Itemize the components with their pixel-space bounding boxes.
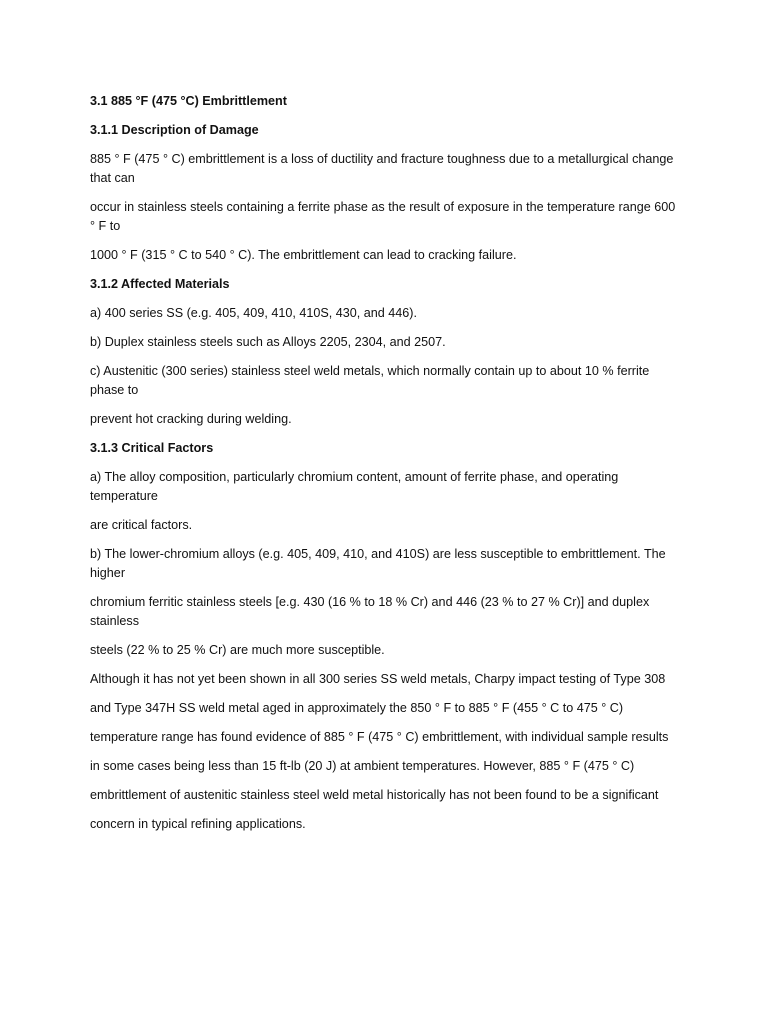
subsection-heading-materials: 3.1.2 Affected Materials	[90, 277, 230, 291]
paragraph: steels (22 % to 25 % Cr) are much more susceptible.	[90, 643, 385, 657]
paragraph: 885 ° F (475 ° C) embrittlement is a loss of ductility and fracture toughness due to a metallurgical change that can	[90, 152, 674, 185]
section-heading: 3.1 885 °F (475 °C) Embrittlement	[90, 94, 287, 108]
paragraph: in some cases being less than 15 ft-lb (20 J) at ambient temperatures. However, 885 ° F (475 ° C)	[90, 759, 635, 773]
subsection-heading-factors: 3.1.3 Critical Factors	[90, 441, 214, 455]
paragraph: concern in typical refining applications.	[90, 817, 306, 831]
document-page	[90, 92, 680, 844]
paragraph: and Type 347H SS weld metal aged in approximately the 850 ° F to 885 ° F (455 ° C to 475 ° C)	[90, 701, 624, 715]
paragraph: prevent hot cracking during welding.	[90, 412, 292, 426]
paragraph: 1000 ° F (315 ° C to 540 ° C). The embrittlement can lead to cracking failure.	[90, 248, 517, 262]
paragraph: Although it has not yet been shown in all 300 series SS weld metals, Charpy impact testing of Type 308	[90, 672, 666, 686]
list-item: a) 400 series SS (e.g. 405, 409, 410, 410S, 430, and 446).	[90, 306, 417, 320]
paragraph: temperature range has found evidence of 885 ° F (475 ° C) embrittlement, with individual sample results	[90, 730, 669, 744]
paragraph: embrittlement of austenitic stainless steel weld metal historically has not been found to be a significant	[90, 788, 659, 802]
paragraph: are critical factors.	[90, 518, 193, 532]
paragraph: occur in stainless steels containing a ferrite phase as the result of exposure in the temperature range 600 ° F to	[90, 200, 676, 233]
list-item: c) Austenitic (300 series) stainless steel weld metals, which normally contain up to about 10 % ferrite phase to	[90, 364, 650, 397]
list-item: b) Duplex stainless steels such as Alloys 2205, 2304, and 2507.	[90, 335, 446, 349]
list-item: b) The lower-chromium alloys (e.g. 405, 409, 410, and 410S) are less susceptible to embrittlement. The higher	[90, 547, 666, 580]
list-item: a) The alloy composition, particularly chromium content, amount of ferrite phase, and operating temperature	[90, 470, 619, 503]
paragraph: chromium ferritic stainless steels [e.g. 430 (16 % to 18 % Cr) and 446 (23 % to 27 % Cr)] and duplex stainless	[90, 595, 650, 628]
subsection-heading-description: 3.1.1 Description of Damage	[90, 123, 259, 137]
